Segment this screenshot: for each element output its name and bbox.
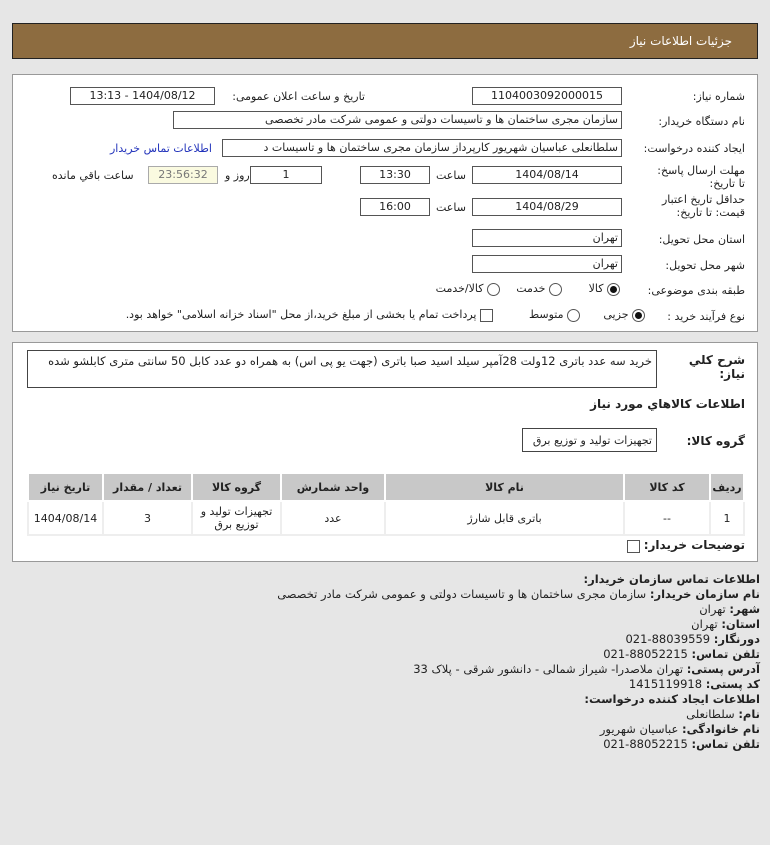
remaining-label: ساعت باقي مانده (52, 169, 134, 182)
cell-row: 1 (710, 501, 744, 535)
cell-unit: عدد (281, 501, 385, 535)
buyer-notes[interactable]: توضیحات خریدار: (627, 538, 745, 553)
radio-icon (549, 283, 562, 296)
category-label: طبقه بندی موضوعی: (647, 284, 745, 297)
goods-group-field: تجهیزات تولید و توزیع برق (522, 428, 657, 452)
days-label: روز و (225, 169, 250, 182)
checkbox-icon (627, 540, 640, 553)
cell-date: 1404/08/14 (28, 501, 103, 535)
remaining-time-field: 23:56:32 (148, 166, 218, 184)
category-service-radio[interactable]: خدمت (516, 282, 562, 296)
cell-group: تجهیزات تولید و توزیع برق (192, 501, 281, 535)
province-label: استان محل تحویل: (658, 233, 745, 246)
deadline-date-field[interactable]: 1404/08/14 (472, 166, 622, 184)
validity-date-field[interactable]: 1404/08/29 (472, 198, 622, 216)
treasury-payment-checkbox[interactable]: پرداخت تمام یا بخشی از مبلغ خرید،از محل "اسناد خزانه اسلامی" خواهد بود. (126, 308, 493, 322)
col-code: کد کالا (624, 473, 710, 501)
col-name: نام کالا (385, 473, 624, 501)
goods-table (27, 472, 745, 536)
goods-section-title: اطلاعات كالاهاي مورد نياز (590, 397, 745, 411)
validity-time-label: ساعت (436, 201, 466, 214)
goods-group-label: گروه كالا: (686, 434, 745, 448)
table-header-row (28, 473, 744, 501)
radio-icon (567, 309, 580, 322)
cell-qty: 3 (103, 501, 192, 535)
days-field[interactable]: 1 (250, 166, 322, 184)
category-goods-radio[interactable]: کالا (589, 282, 620, 296)
radio-icon (487, 283, 500, 296)
process-medium-radio[interactable]: متوسط (529, 308, 580, 322)
announce-field[interactable]: 1404/08/12 - 13:13 (70, 87, 215, 105)
need-number-field[interactable]: 1104003092000015 (472, 87, 622, 105)
process-label: نوع فرآیند خرید : (667, 310, 745, 323)
announce-label: تاریخ و ساعت اعلان عمومی: (232, 90, 365, 103)
col-date: تاریخ نیاز (28, 473, 103, 501)
page-header (12, 23, 758, 59)
city-label: شهر محل تحویل: (665, 259, 745, 272)
radio-icon (607, 283, 620, 296)
cell-name: باتری قابل شارژ (385, 501, 624, 535)
city-field[interactable]: تهران (472, 255, 622, 273)
creator-field[interactable]: سلطانعلی عباسیان شهریور کارپرداز سازمان مجری ساختمان ها و تاسیسات د (222, 139, 622, 157)
deadline-label: مهلت ارسال پاسخ: تا تاریخ: (657, 164, 745, 190)
category-both-radio[interactable]: کالا/خدمت (436, 282, 500, 296)
table-row (28, 501, 744, 535)
deadline-time-label: ساعت (436, 169, 466, 182)
col-row: ردیف (710, 473, 744, 501)
radio-icon (632, 309, 645, 322)
page-title: جزئیات اطلاعات نیاز (629, 34, 732, 48)
contact-info: اطلاعات تماس سازمان خریدار: نام سازمان خریدار: سازمان مجری ساختمان ها و تاسیسات دولتی و عمومی شرکت مادر تخصصی شهر: تهران استان: تهران دورنگار: 021-88039559 تلفن تماس: 021-88052215 آدرس پستی: تهران ملاصدرا- شیراز شمالی - دانشور شرقی - پلاک 33 کد پستی: 1415119918 اطلاعات ایجاد کننده درخواست: نام: سلطانعلی نام خانوادگی: عباسیان شهریور تلفن تماس: 021-88052215 (277, 572, 760, 751)
deadline-time-field[interactable]: 13:30 (360, 166, 430, 184)
description-label: شرح كلي نياز: (688, 353, 745, 381)
buyer-org-label: نام دستگاه خریدار: (658, 115, 745, 128)
validity-label: حداقل تاریخ اعتبار قیمت: تا تاریخ: (661, 193, 745, 219)
checkbox-icon (480, 309, 493, 322)
validity-time-field[interactable]: 16:00 (360, 198, 430, 216)
col-qty: تعداد / مقدار (103, 473, 192, 501)
buyer-contact-link[interactable]: اطلاعات تماس خریدار (110, 142, 212, 155)
col-unit: واحد شمارش (281, 473, 385, 501)
col-group: گروه کالا (192, 473, 281, 501)
cell-code: -- (624, 501, 710, 535)
buyer-org-field[interactable]: سازمان مجری ساختمان ها و تاسیسات دولتی و عمومی شرکت مادر تخصصی (173, 111, 622, 129)
need-number-label: شماره نیاز: (692, 90, 745, 103)
description-box: خرید سه عدد باتری 12ولت 28آمپر سیلد اسید صبا باتری (جهت یو پی اس) به همراه دو عدد کابل 50 سانتی متری کابلشو شده (27, 350, 657, 388)
province-field[interactable]: تهران (472, 229, 622, 247)
process-minor-radio[interactable]: جزیی (603, 308, 645, 322)
creator-label: ایجاد کننده درخواست: (643, 142, 745, 155)
